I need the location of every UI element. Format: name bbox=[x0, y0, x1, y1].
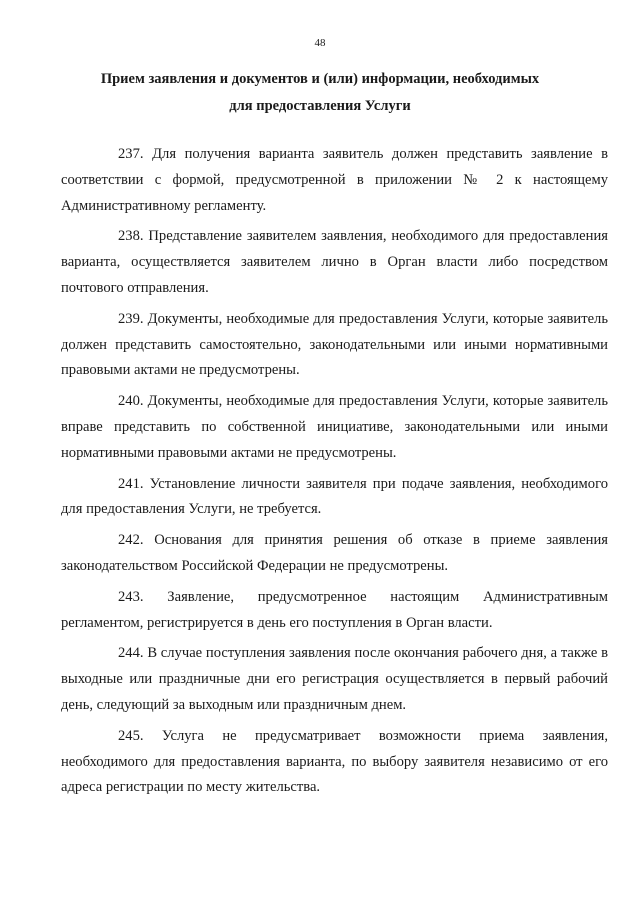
paragraph-number: 244. bbox=[118, 645, 144, 662]
paragraph-text: Документы, необходимые для предоставления Услуги, которые заявитель должен представить самостоятельно, законодательными или иными нормативными правовыми актами не предусмотрены. bbox=[61, 310, 608, 379]
paragraph-number: 242. bbox=[118, 532, 144, 549]
paragraph-237 bbox=[61, 142, 608, 219]
body-text bbox=[61, 142, 608, 806]
paragraph-text: В случае поступления заявления после окончания рабочего дня, а также в выходные или праздничные дни его регистрация осуществляется в первый рабочий день, следующий за выходным или праздничным днем. bbox=[61, 645, 608, 713]
paragraph-text: Документы, необходимые для предоставления Услуги, которые заявитель вправе представить по собственной инициативе, законодательными или иными нормативными правовыми актами не предусмотрены. bbox=[61, 393, 608, 461]
paragraph-239 bbox=[61, 307, 608, 384]
paragraph-245 bbox=[61, 724, 608, 801]
paragraph-number: 239. bbox=[118, 310, 144, 327]
paragraph-number: 238. bbox=[118, 228, 144, 245]
paragraph-text: Заявление, предусмотренное настоящим Административным регламентом, регистрируется в день его поступления в Орган власти. bbox=[61, 588, 609, 631]
paragraph-240 bbox=[61, 389, 608, 466]
paragraph-number: 241. bbox=[118, 475, 144, 492]
section-heading bbox=[60, 66, 580, 120]
paragraph-241 bbox=[61, 472, 608, 524]
paragraph-242 bbox=[61, 528, 608, 580]
paragraph-text: Установление личности заявителя при подаче заявления, необходимого для предоставления Услуги, не требуется. bbox=[61, 475, 608, 518]
heading-line-1: Прием заявления и документов и (или) информации, необходимых bbox=[100, 71, 540, 87]
paragraph-number: 240. bbox=[118, 393, 144, 410]
paragraph-238 bbox=[61, 224, 608, 301]
paragraph-text: Основания для принятия решения об отказе в приеме заявления законодательством Российской Федерации не предусмотрены. bbox=[61, 532, 608, 574]
paragraph-244 bbox=[61, 641, 608, 718]
page-number: 48 bbox=[314, 37, 326, 49]
paragraph-243 bbox=[61, 585, 608, 637]
paragraph-text: Представление заявителем заявления, необходимого для предоставления варианта, осуществляется заявителем лично в Орган власти либо посредством почтового отправления. bbox=[61, 228, 608, 296]
heading-line-2: для предоставления Услуги bbox=[229, 98, 411, 114]
paragraph-text: Для получения варианта заявитель должен представить заявление в соответствии с формой, предусмотренной в приложении № 2 к настоящему Административному регламенту. bbox=[61, 146, 608, 214]
paragraph-text: Услуга не предусматривает возможности приема заявления, необходимого для предоставления варианта, по выбору заявителя независимо от его адреса регистрации по месту жительства. bbox=[61, 727, 608, 796]
paragraph-number: 243. bbox=[118, 588, 144, 605]
paragraph-number: 245. bbox=[118, 727, 144, 744]
paragraph-number: 237. bbox=[118, 146, 144, 162]
